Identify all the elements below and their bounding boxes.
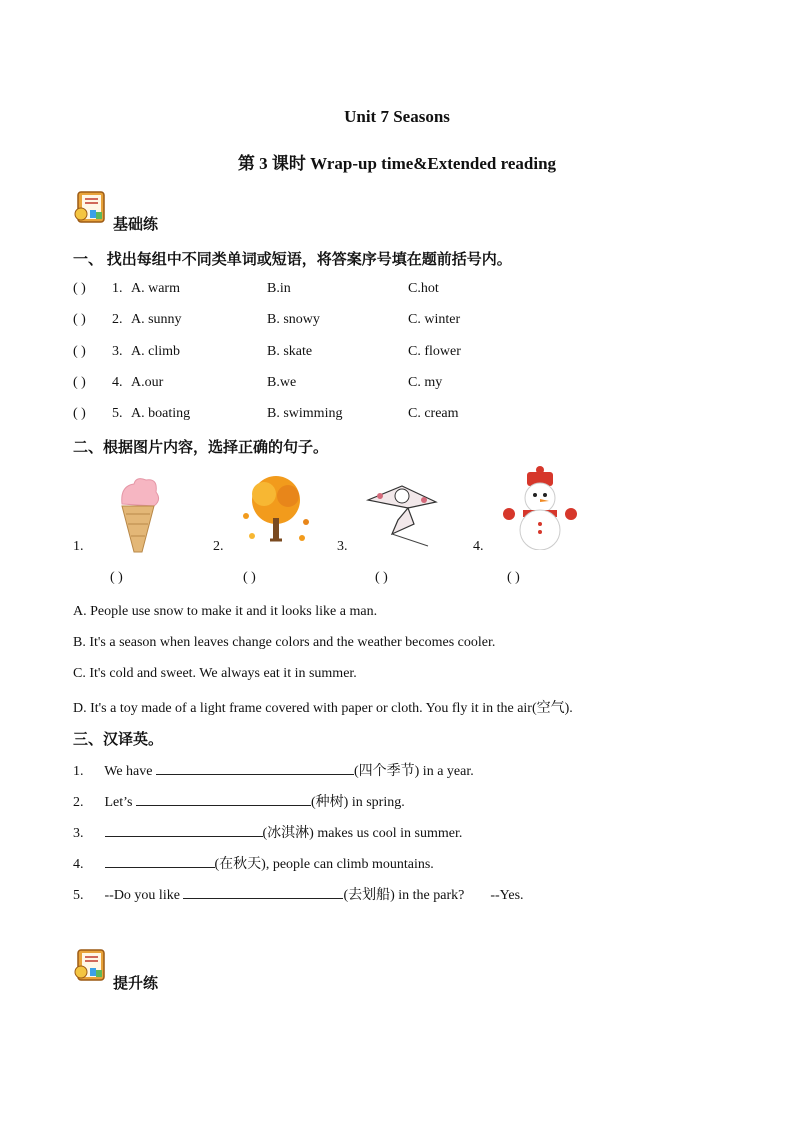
- option-a: A. warm: [131, 281, 180, 296]
- sentence-option: A. People use snow to make it and it looks like a man.: [73, 604, 378, 619]
- option-a: A.our: [131, 375, 164, 390]
- item-number: 5.: [73, 888, 84, 903]
- hint-text: (在秋天), people can climb mountains.: [214, 857, 434, 872]
- answer-blank[interactable]: [105, 853, 215, 868]
- option-b: B.in: [267, 281, 291, 296]
- answer-paren: ( ): [73, 312, 86, 327]
- notebook-icon: [73, 948, 107, 982]
- prompt-text: We have: [104, 764, 156, 779]
- section-basic-label: 基础练: [113, 217, 159, 233]
- answer-paren: ( ): [243, 570, 256, 585]
- answer-blank[interactable]: [156, 760, 354, 775]
- part3-heading: 三、汉译英。: [73, 732, 164, 748]
- translation-item: [73, 884, 524, 904]
- translation-item: [73, 822, 462, 842]
- answer-paren: ( ): [73, 281, 86, 296]
- answer-blank[interactable]: [105, 822, 263, 837]
- item-number: 5.: [112, 406, 123, 421]
- picture-number: 2.: [213, 539, 224, 554]
- page-subtitle: 第 3 课时 Wrap-up time&Extended reading: [237, 154, 557, 173]
- option-c: C. my: [408, 375, 443, 390]
- answer-paren: ( ): [375, 570, 388, 585]
- item-number: 2.: [73, 795, 84, 810]
- answer-blank[interactable]: [136, 791, 311, 806]
- answer-paren: ( ): [507, 570, 520, 585]
- item-number: 3.: [112, 344, 123, 359]
- hint-text: (去划船) in the park?: [343, 888, 465, 903]
- option-c: C.hot: [408, 281, 439, 296]
- answer-paren: ( ): [73, 375, 86, 390]
- autumn-tree-icon: [232, 470, 324, 550]
- sentence-option: C. It's cold and sweet. We always eat it in summer.: [73, 666, 357, 681]
- answer-paren: ( ): [73, 406, 86, 421]
- option-b: B.we: [267, 375, 297, 390]
- option-c: C. winter: [408, 312, 461, 327]
- part2-heading: 二、根据图片内容，选择正确的句子。: [73, 440, 329, 456]
- hint-text: (四个季节) in a year.: [353, 764, 474, 779]
- answer-paren: ( ): [73, 344, 86, 359]
- option-b: B. skate: [267, 344, 313, 359]
- sentence-option: D. It's a toy made of a light frame covered with paper or cloth. You fly it in the air(空气).: [73, 701, 573, 716]
- page-title: Unit 7 Seasons: [344, 107, 450, 126]
- option-a: A. boating: [131, 406, 191, 421]
- option-b: B. swimming: [267, 406, 343, 421]
- translation-item: [73, 791, 405, 811]
- item-number: 3.: [73, 826, 84, 841]
- picture-number: 1.: [73, 539, 84, 554]
- item-number: 1.: [73, 764, 84, 779]
- option-b: B. snowy: [267, 312, 320, 327]
- ice-cream-icon: [100, 474, 192, 554]
- part1-heading: 一、 找出每组中不同类单词或短语，将答案序号填在题前括号内。: [73, 252, 512, 268]
- reply-text: --Yes.: [490, 888, 524, 903]
- item-number: 2.: [112, 312, 123, 327]
- picture-number: 3.: [337, 539, 348, 554]
- notebook-icon: [73, 190, 107, 224]
- hint-text: (种树) in spring.: [311, 795, 405, 810]
- section-advanced-label: 提升练: [113, 976, 159, 992]
- item-number: 4.: [112, 375, 123, 390]
- translation-item: [73, 853, 434, 873]
- prompt-text: Let’s: [104, 795, 136, 810]
- answer-blank[interactable]: [183, 884, 343, 899]
- item-number: 1.: [112, 281, 123, 296]
- option-a: A. climb: [131, 344, 180, 359]
- snowman-icon: [497, 466, 589, 546]
- option-c: C. cream: [408, 406, 459, 421]
- hint-text: (冰淇淋) makes us cool in summer.: [262, 826, 463, 841]
- kite-icon: [358, 472, 450, 552]
- prompt-text: --Do you like: [104, 888, 184, 903]
- translation-item: [73, 760, 474, 780]
- answer-paren: ( ): [110, 570, 123, 585]
- item-number: 4.: [73, 857, 84, 872]
- option-a: A. sunny: [131, 312, 182, 327]
- option-c: C. flower: [408, 344, 461, 359]
- sentence-option: B. It's a season when leaves change colors and the weather becomes cooler.: [73, 635, 496, 650]
- picture-number: 4.: [473, 539, 484, 554]
